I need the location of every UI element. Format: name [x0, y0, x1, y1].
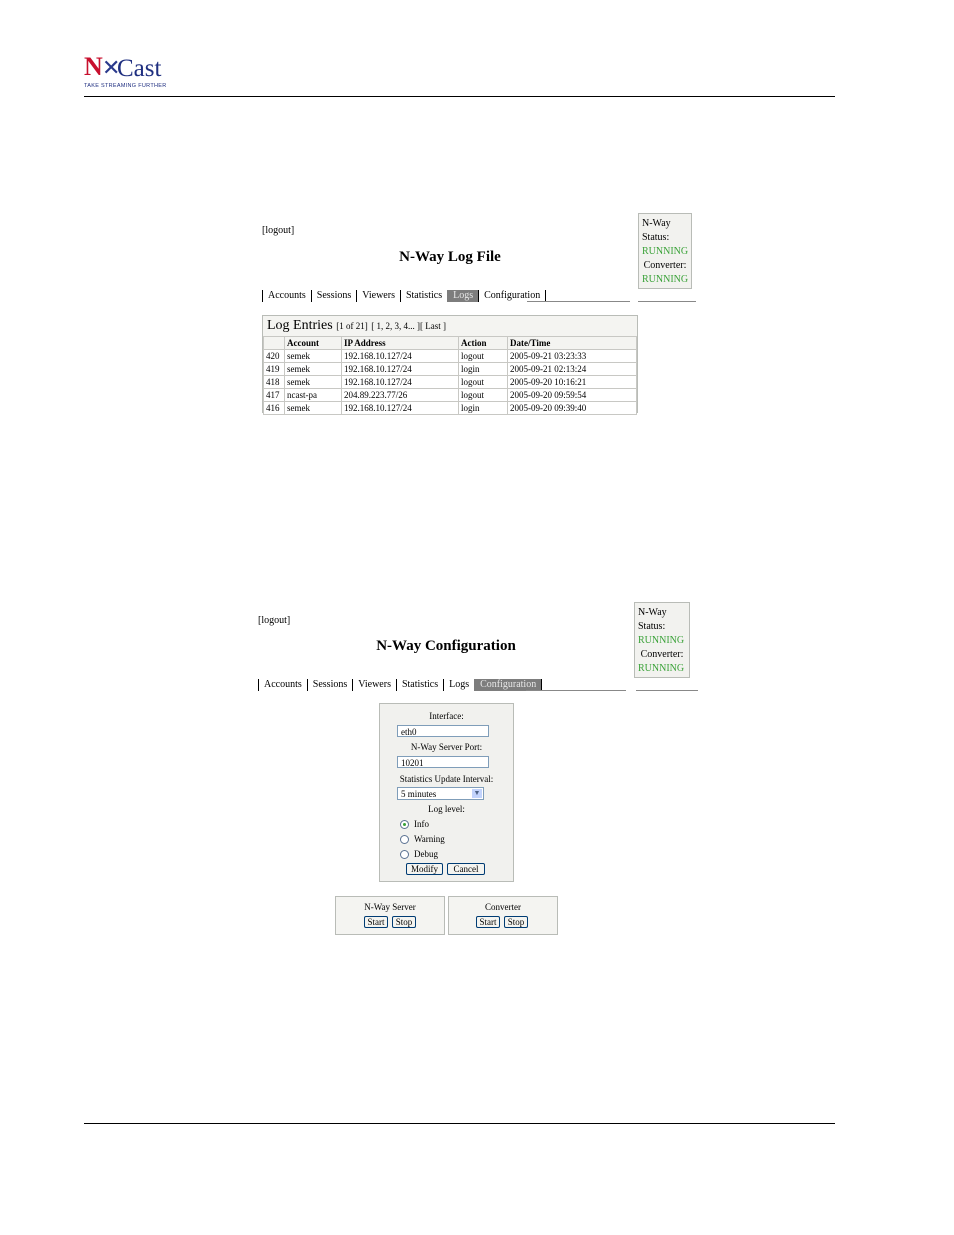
table-row: [264, 350, 637, 363]
tab-accounts[interactable]: Accounts: [262, 290, 311, 302]
col-datetime: Date/Time: [508, 337, 637, 350]
status-panel-config: [634, 602, 690, 678]
table-row: [264, 389, 637, 402]
table-row: [264, 402, 637, 415]
radio-debug-label: Debug: [414, 849, 438, 859]
page-title: N-Way Log File: [399, 249, 501, 265]
logout-link-config[interactable]: [logout]: [258, 615, 291, 626]
ncast-logo: [84, 52, 167, 90]
interface-input[interactable]: eth0: [397, 725, 489, 737]
col-account: Account: [285, 337, 342, 350]
row-datetime: 2005-09-21 02:13:24: [508, 363, 637, 376]
log-entries-panel: [262, 315, 638, 413]
radio-checked-icon[interactable]: [400, 820, 409, 829]
tab-logs[interactable]: Logs: [447, 290, 478, 302]
row-account: semek: [285, 402, 342, 415]
row-id: 417: [264, 389, 285, 402]
interval-value: 5 minutes: [401, 789, 437, 799]
row-account: semek: [285, 350, 342, 363]
tab-configuration[interactable]: Configuration: [474, 679, 542, 691]
table-row: [264, 376, 637, 389]
chevron-down-icon[interactable]: ▼: [473, 789, 481, 797]
radio-info[interactable]: [400, 818, 429, 830]
log-entries-heading: Log Entries: [267, 318, 333, 333]
row-id: 419: [264, 363, 285, 376]
row-account: semek: [285, 376, 342, 389]
status-label: Status:: [642, 232, 670, 243]
status-underline-config: [636, 690, 698, 691]
tab-underline-config: [526, 690, 626, 691]
port-label: N-Way Server Port:: [410, 742, 483, 752]
tab-accounts[interactable]: Accounts: [258, 679, 307, 691]
row-account: semek: [285, 363, 342, 376]
radio-unchecked-icon[interactable]: [400, 850, 409, 859]
nway-server-title: N-Way Server: [364, 902, 416, 912]
tab-logs[interactable]: Logs: [443, 679, 474, 691]
row-account: ncast-pa: [285, 389, 342, 402]
row-ip: 192.168.10.127/24: [342, 402, 459, 415]
tab-statistics[interactable]: Statistics: [396, 679, 443, 691]
tab-viewers[interactable]: Viewers: [356, 290, 400, 302]
row-ip: 204.89.223.77/26: [342, 389, 459, 402]
radio-info-label: Info: [414, 819, 429, 829]
nway-label: N-Way: [638, 607, 667, 618]
logo-tagline: TAKE STREAMING FURTHER: [84, 83, 167, 89]
radio-warning-label: Warning: [414, 834, 445, 844]
config-page-title: N-Way Configuration: [376, 638, 516, 654]
row-datetime: 2005-09-20 10:16:21: [508, 376, 637, 389]
col-id: [264, 337, 285, 350]
server-stop-button[interactable]: Stop: [392, 916, 416, 928]
converter-start-button[interactable]: Start: [476, 916, 500, 928]
log-entries-header: [263, 316, 637, 336]
radio-unchecked-icon[interactable]: [400, 835, 409, 844]
nway-state: RUNNING: [642, 246, 689, 257]
radio-warning[interactable]: [400, 833, 445, 845]
row-action: logout: [459, 376, 508, 389]
interval-select[interactable]: [397, 787, 484, 800]
nway-server-box: [335, 896, 445, 935]
tab-configuration[interactable]: Configuration: [478, 290, 546, 302]
nway-label: N-Way: [642, 218, 671, 229]
log-level-label: Log level:: [428, 804, 465, 814]
config-form: [379, 703, 514, 882]
tab-underline: [527, 301, 630, 302]
interval-label: Statistics Update Interval:: [399, 774, 494, 784]
tab-bar-config: [258, 679, 542, 691]
row-action: logout: [459, 350, 508, 363]
col-ip: IP Address: [342, 337, 459, 350]
logout-link[interactable]: [logout]: [262, 225, 295, 236]
cancel-button[interactable]: Cancel: [447, 863, 485, 875]
col-action: Action: [459, 337, 508, 350]
logo-n: N: [84, 52, 102, 81]
row-action: login: [459, 402, 508, 415]
converter-stop-button[interactable]: Stop: [504, 916, 528, 928]
log-table: [263, 336, 637, 415]
log-table-header: [264, 337, 637, 350]
converter-box: [448, 896, 558, 935]
nway-state: RUNNING: [638, 635, 685, 646]
row-datetime: 2005-09-20 09:59:54: [508, 389, 637, 402]
page-info: [1 of 21]: [336, 321, 368, 331]
port-input[interactable]: 10201: [397, 756, 489, 768]
converter-label: Converter:: [640, 649, 684, 660]
logo-cast: Cast: [117, 55, 162, 82]
row-action: login: [459, 363, 508, 376]
row-id: 418: [264, 376, 285, 389]
row-ip: 192.168.10.127/24: [342, 350, 459, 363]
table-row: [264, 363, 637, 376]
pagination-links[interactable]: [ 1, 2, 3, 4... ][ Last ]: [371, 321, 446, 331]
tab-statistics[interactable]: Statistics: [400, 290, 447, 302]
status-panel: [638, 213, 692, 289]
interface-label: Interface:: [429, 711, 464, 721]
converter-label: Converter:: [643, 260, 687, 271]
converter-state: RUNNING: [642, 274, 689, 285]
tab-bar: [262, 290, 546, 302]
converter-title: Converter: [485, 902, 521, 912]
tab-viewers[interactable]: Viewers: [352, 679, 396, 691]
status-label: Status:: [638, 621, 666, 632]
row-ip: 192.168.10.127/24: [342, 363, 459, 376]
header-rule: [84, 96, 835, 97]
row-id: 416: [264, 402, 285, 415]
row-action: logout: [459, 389, 508, 402]
row-datetime: 2005-09-21 03:23:33: [508, 350, 637, 363]
row-datetime: 2005-09-20 09:39:40: [508, 402, 637, 415]
converter-state: RUNNING: [638, 663, 685, 674]
modify-button[interactable]: Modify: [406, 863, 443, 875]
tab-sessions[interactable]: Sessions: [311, 290, 356, 302]
footer-rule: [84, 1123, 835, 1124]
server-start-button[interactable]: Start: [364, 916, 388, 928]
logo-x-mark: ✕: [102, 55, 121, 80]
tab-sessions[interactable]: Sessions: [307, 679, 352, 691]
status-underline: [638, 301, 696, 302]
row-id: 420: [264, 350, 285, 363]
radio-debug[interactable]: [400, 848, 438, 860]
row-ip: 192.168.10.127/24: [342, 376, 459, 389]
